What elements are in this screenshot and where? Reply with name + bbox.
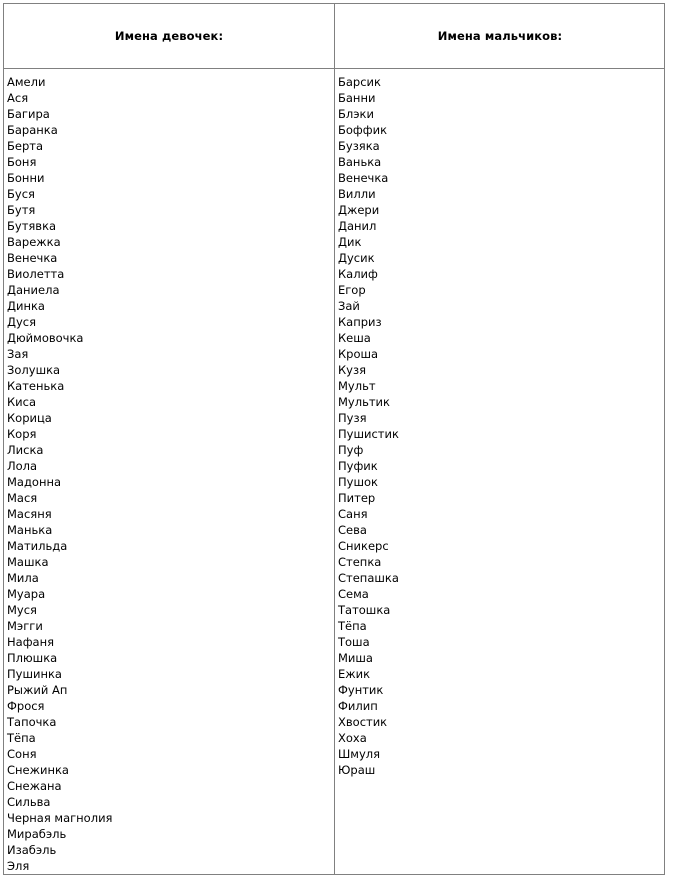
- girl-name-item: Соня: [7, 747, 37, 761]
- girl-name-item: Мася: [7, 491, 38, 505]
- boy-name-item: Тёпа: [338, 619, 367, 633]
- girl-name-item: Фрося: [7, 699, 45, 713]
- girl-name-item: Снежинка: [7, 763, 69, 777]
- boy-name-item: Пушок: [338, 475, 378, 489]
- boy-name-item: Кроша: [338, 347, 379, 361]
- boy-name-item: Степашка: [338, 571, 399, 585]
- boy-name-item: Фунтик: [338, 683, 384, 697]
- girl-name-item: Амели: [7, 75, 46, 89]
- girl-name-item: Муся: [7, 603, 37, 617]
- boy-name-item: Сема: [338, 587, 369, 601]
- boy-name-item: Сева: [338, 523, 367, 537]
- girl-name-item: Эля: [7, 859, 30, 873]
- boy-name-item: Блэки: [338, 107, 374, 121]
- girl-name-item: Дуся: [7, 315, 37, 329]
- girls-header: Имена девочек:: [114, 29, 224, 43]
- girl-name-item: Сильва: [7, 795, 51, 809]
- girl-name-item: Матильда: [7, 539, 68, 553]
- boy-name-item: Зай: [338, 299, 360, 313]
- girl-name-item: Катенька: [7, 379, 65, 393]
- boys-header: Имена мальчиков:: [437, 29, 563, 43]
- boy-name-item: Ежик: [338, 667, 371, 681]
- boy-name-item: Венечка: [338, 171, 389, 185]
- boy-name-item: Банни: [338, 91, 376, 105]
- boy-name-item: Каприз: [338, 315, 382, 329]
- girl-name-item: Киса: [7, 395, 37, 409]
- girl-name-item: Варежка: [7, 235, 61, 249]
- girl-name-item: Виолетта: [7, 267, 65, 281]
- boys-names-list: [338, 74, 399, 778]
- girl-name-item: Бонни: [7, 171, 45, 185]
- girl-name-item: Венечка: [7, 251, 58, 265]
- boy-name-item: Саня: [338, 507, 368, 521]
- boy-name-item: Боффик: [338, 123, 388, 137]
- boy-name-item: Питер: [338, 491, 376, 505]
- girl-name-item: Машка: [7, 555, 49, 569]
- boy-name-item: Тоша: [338, 635, 370, 649]
- boy-name-item: Пуфик: [338, 459, 378, 473]
- boy-name-item: Данил: [338, 219, 377, 233]
- girl-name-item: Боня: [7, 155, 37, 169]
- boy-name-item: Хвостик: [338, 715, 388, 729]
- girl-name-item: Мирабэль: [7, 827, 67, 841]
- names-table: [3, 3, 665, 875]
- boy-name-item: Шмуля: [338, 747, 381, 761]
- boy-name-item: Татошка: [338, 603, 391, 617]
- girl-name-item: Снежана: [7, 779, 62, 793]
- girls-names-list: [7, 74, 112, 874]
- boy-name-item: Сникерс: [338, 539, 389, 553]
- boy-name-item: Дик: [338, 235, 362, 249]
- girl-name-item: Черная магнолия: [7, 811, 113, 825]
- girl-name-item: Мэгги: [7, 619, 43, 633]
- girl-name-item: Рыжий Ап: [7, 683, 68, 697]
- girl-name-item: Мадонна: [7, 475, 62, 489]
- girl-name-item: Тапочка: [7, 715, 57, 729]
- boy-name-item: Бузяка: [338, 139, 380, 153]
- boy-name-item: Пузя: [338, 411, 367, 425]
- girl-name-item: Ася: [7, 91, 29, 105]
- girl-name-item: Плюшка: [7, 651, 58, 665]
- boy-name-item: Миша: [338, 651, 373, 665]
- girl-name-item: Золушка: [7, 363, 61, 377]
- boy-name-item: Филип: [338, 699, 378, 713]
- girl-name-item: Даниела: [7, 283, 60, 297]
- boy-name-item: Кеша: [338, 331, 371, 345]
- boy-name-item: Барсик: [338, 75, 381, 89]
- girl-name-item: Мила: [7, 571, 39, 585]
- girl-name-item: Багира: [7, 107, 50, 121]
- boy-name-item: Джери: [338, 203, 380, 217]
- girl-name-item: Динка: [7, 299, 45, 313]
- girl-name-item: Лола: [7, 459, 38, 473]
- girl-name-item: Масяня: [7, 507, 52, 521]
- boy-name-item: Калиф: [338, 267, 378, 281]
- girl-name-item: Коря: [7, 427, 37, 441]
- boy-name-item: Ванька: [338, 155, 382, 169]
- girl-name-item: Лиска: [7, 443, 44, 457]
- girl-name-item: Бутя: [7, 203, 36, 217]
- boy-name-item: Мультик: [338, 395, 390, 409]
- girl-name-item: Дюймовочка: [7, 331, 84, 345]
- boy-name-item: Егор: [338, 283, 366, 297]
- column-divider: [334, 4, 335, 874]
- girl-name-item: Тёпа: [7, 731, 36, 745]
- girl-name-item: Корица: [7, 411, 52, 425]
- boy-name-item: Дусик: [338, 251, 375, 265]
- boy-name-item: Юраш: [338, 763, 376, 777]
- header-divider: [4, 68, 664, 69]
- girl-name-item: Нафаня: [7, 635, 55, 649]
- boy-name-item: Вилли: [338, 187, 376, 201]
- girl-name-item: Изабэль: [7, 843, 57, 857]
- boy-name-item: Кузя: [338, 363, 367, 377]
- girl-name-item: Муара: [7, 587, 46, 601]
- boy-name-item: Хоха: [338, 731, 367, 745]
- boy-name-item: Степка: [338, 555, 382, 569]
- girl-name-item: Баранка: [7, 123, 58, 137]
- girl-name-item: Буся: [7, 187, 35, 201]
- boy-name-item: Пуф: [338, 443, 364, 457]
- girl-name-item: Бутявка: [7, 219, 57, 233]
- girl-name-item: Манька: [7, 523, 53, 537]
- boy-name-item: Пушистик: [338, 427, 399, 441]
- girl-name-item: Зая: [7, 347, 29, 361]
- girl-name-item: Берта: [7, 139, 44, 153]
- boy-name-item: Мульт: [338, 379, 376, 393]
- girl-name-item: Пушинка: [7, 667, 62, 681]
